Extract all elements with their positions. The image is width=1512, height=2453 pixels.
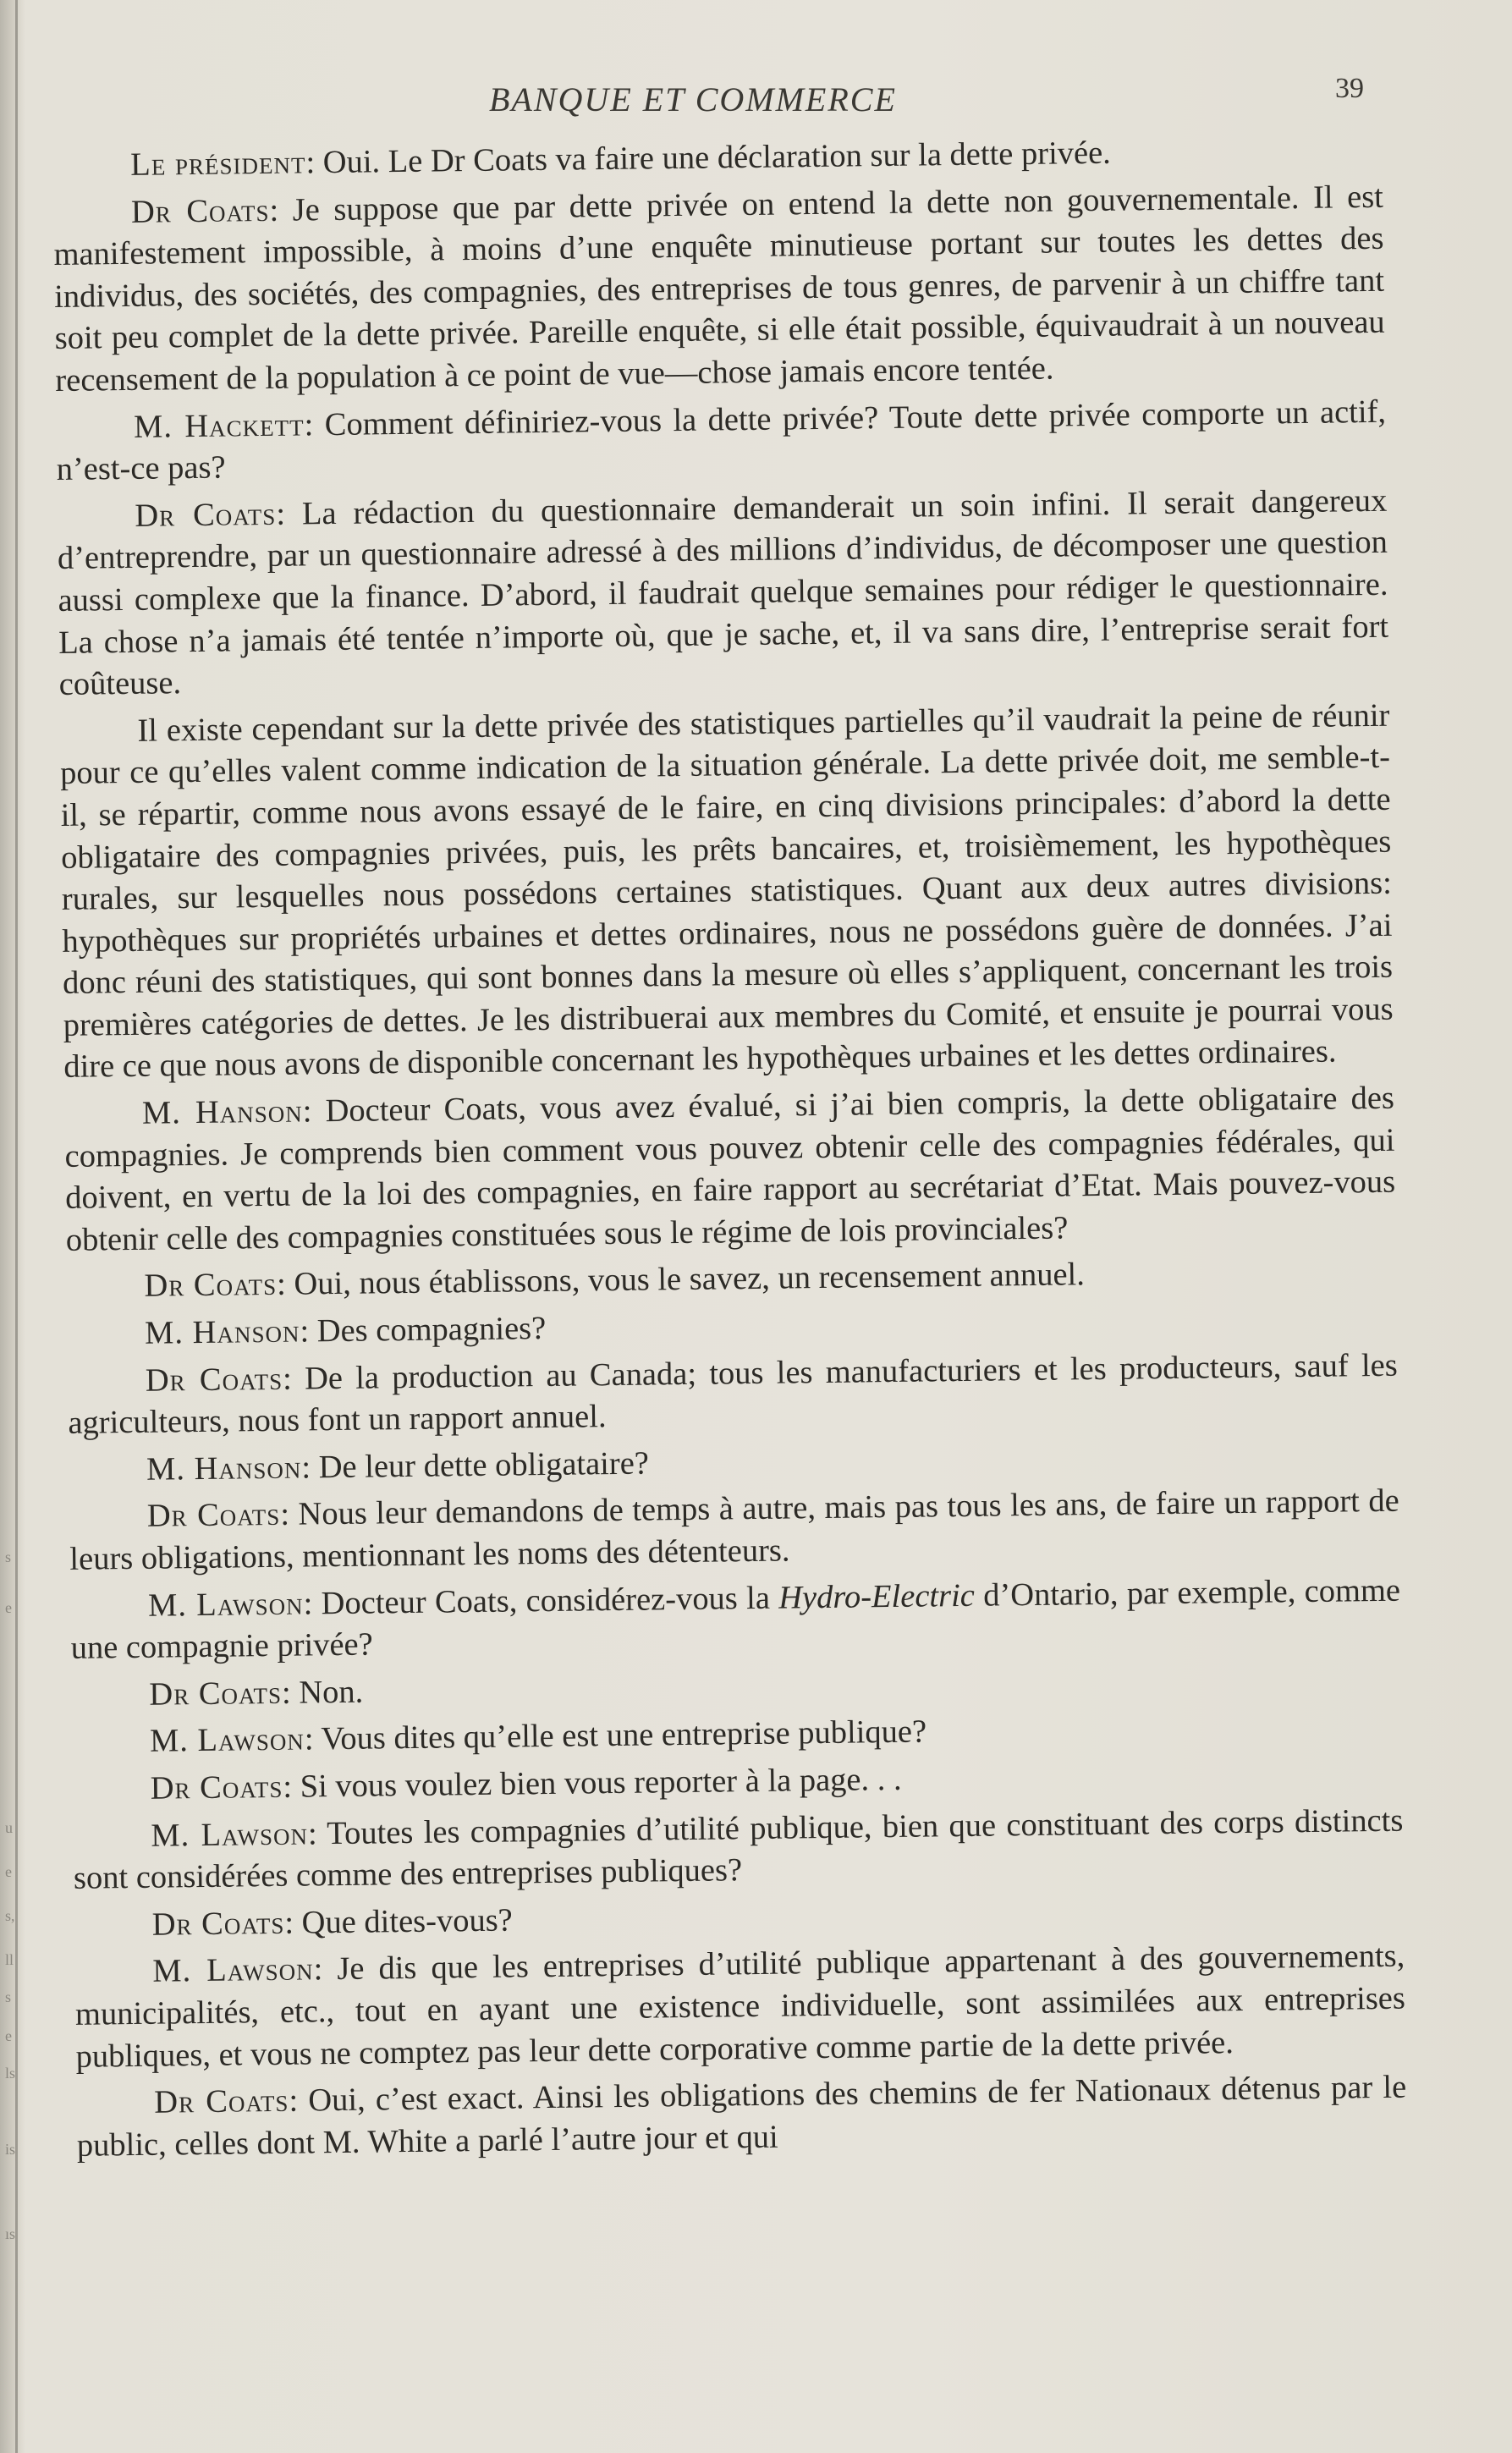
paragraph — [68, 1345, 1399, 1444]
paragraph-text: : De la production au Canada; tous les manufacturiers et les producteurs, sauf les agriculteurs, nous font un rapport annuel. — [68, 1347, 1398, 1442]
paragraph-text: Il existe cependant sur la dette privée des statistiques partielles qu’il vaudrait la peine de réunir pour ce qu’elles valent comme indication de la situation générale. La dette privée doit, me semble-t-il, se répartir, comme nous avons essayé de le faire, en cinq divisions principales: d’abord la dette obligataire des compagnies privées, puis, les prêts bancaires, et, troisièmement, les hypothèques rurales, sur lesquelles nous possédons certaines statistiques. Quant aux deux autres divisions: hypothèques sur propriétés urbaines et dettes ordinaires, nous ne possédons guère de données. J’ai donc réuni des statistiques, qui sont bonnes dans la mesure où elles s’appliquent, concernant les trois premières catégories de dettes. Je les distribuerai aux membres du Comité, et ensuite je pourrai vous dire ce que nous avons de disponible concernant les hypothèques urbaines et les dettes ordinaires. — [59, 697, 1394, 1086]
margin-mark: e — [5, 2027, 12, 2044]
paragraph-text: : Comment définiriez-vous la dette privée? Toute dette privée comporte un actif, n’est-ce pas? — [56, 393, 1387, 488]
speaker-name: Dr Coats — [151, 1905, 285, 1943]
paragraph — [76, 2067, 1407, 2167]
paragraph-text: d’Ontario, par exemple, comme une compagnie privée? — [70, 1572, 1401, 1667]
paragraph-text: : Oui. Le Dr Coats va faire une déclaration sur la dette privée. — [305, 135, 1112, 181]
margin-mark: ıs — [5, 2225, 16, 2242]
speaker-name: M. Hanson — [146, 1449, 302, 1488]
speaker-name: Dr Coats — [154, 2082, 289, 2120]
speaker-name: M. Hackett — [133, 406, 305, 445]
paragraph-text: : De leur dette obligataire? — [301, 1445, 650, 1486]
paragraph-text: : Si vous voulez bien vous reporter à la page. . . — [283, 1761, 902, 1805]
speaker-name: Dr Coats — [149, 1675, 283, 1713]
paragraph-text: : Vous dites qu’elle est une entreprise publique? — [304, 1713, 927, 1757]
italic-term: Hydro-Electric — [778, 1577, 976, 1616]
paragraph-text-before: : Docteur Coats, considérez-vous la — [303, 1580, 779, 1622]
speaker-name: Dr Coats — [130, 192, 270, 230]
speaker-name: Dr Coats — [146, 1497, 281, 1535]
margin-mark: is — [5, 2141, 16, 2158]
paragraph-text: : Non. — [281, 1674, 364, 1711]
margin-mark: ls — [5, 2065, 16, 2082]
margin-mark: s — [5, 1988, 12, 2005]
paragraph — [59, 695, 1394, 1089]
paragraph — [53, 176, 1386, 402]
paragraph-text: : La rédaction du questionnaire demanderait un soin infini. Il serait dangereux d’entreprendre, par un questionnaire adressé à des millions d’individus, de décomposer une question aussi complexe que la finance. D’abord, il faudrait quelque semaines pour rédiger le questionnaire. La chose n’a jamais été tentée n’importe où, que je sache, et, il va sans dire, l’entreprise serait fort coûteuse. — [57, 482, 1389, 703]
paragraph — [73, 1800, 1404, 1900]
paragraph-text: : Docteur Coats, vous avez évalué, si j’ai bien compris, la dette obligataire des compagnies. Je comprends bien comment vous pouvez obtenir celle des compagnies fédérales, qui doivent, en vertu de la loi des compagnies, en faire rapport au secrétariat d’Etat. Mais pouvez-vous obtenir celle des compagnies constituées sous le régime de lois provinciales? — [64, 1080, 1396, 1258]
paragraph — [74, 1936, 1406, 2078]
margin-mark: s — [5, 1548, 12, 1565]
paragraph-text: : Que dites-vous? — [284, 1902, 514, 1941]
margin-mark: e — [5, 1599, 12, 1616]
paragraph — [64, 1078, 1396, 1262]
paragraph — [70, 1570, 1401, 1669]
speaker-name: Dr Coats — [145, 1361, 283, 1399]
paragraph — [69, 1481, 1400, 1581]
paragraph-text: : Oui, c’est exact. Ainsi les obligations des chemins de fer Nationaux détenus par le public, celles dont M. White a parlé l’autre jour et qui — [76, 2069, 1407, 2164]
paragraph-text: : Oui, nous établissons, vous le savez, un recensement annuel. — [276, 1257, 1086, 1303]
running-title: BANQUE ET COMMERCE — [489, 80, 897, 118]
speaker-name: M. Lawson — [152, 1951, 314, 1990]
speaker-name: Dr Coats — [135, 496, 277, 534]
speaker-name: M. Lawson — [147, 1586, 304, 1624]
speaker-name: M. Hanson — [144, 1313, 300, 1351]
paragraph-text: : Toutes les compagnies d’utilité publique, bien que constituant des corps distincts sont considérées comme des entreprises publiques? — [73, 1802, 1404, 1897]
paragraph-text: : Je suppose que par dette privée on entend la dette non gouvernementale. Il est manifestement impossible, à moins d’une enquête minutieuse portant sur toutes les dettes des individus, des sociétés, des compagnies, des entreprises de tous genres, de parvenir à un chiffre tant soit peu complet de la dette privée. Pareille enquête, si elle était possible, équivaudrait à un nouveau recensement de la population à ce point de vue—chose jamais encore tentée. — [53, 179, 1385, 399]
speaker-name: Dr Coats — [144, 1267, 278, 1305]
paragraph-text: : Nous leur demandons de temps à autre, mais pas tous les ans, de faire un rapport de leurs obligations, mentionnant les noms des détenteurs. — [69, 1483, 1399, 1577]
speaker-name: M. Hanson — [141, 1093, 304, 1131]
speaker-name: M. Lawson — [149, 1721, 305, 1760]
transcript-body — [52, 129, 1407, 2172]
speaker-name: Dr Coats — [150, 1768, 283, 1807]
speaker-name: Le président — [130, 145, 306, 183]
paragraph-text: : Je dis que les entreprises d’utilité publique appartenant à des gouvernements, municipalités, etc., tout en ayant une existence individuelle, sont assimilées aux entreprises publiques, et vous ne comptez pas leur dette corporative comme partie de la dette privée. — [74, 1938, 1406, 2075]
paragraph-text: : Des compagnies? — [300, 1311, 547, 1350]
margin-mark: ll — [5, 1951, 14, 1968]
page-header — [0, 68, 1512, 135]
margin-mark: e — [5, 1863, 12, 1880]
page-number: 39 — [1335, 73, 1364, 104]
paragraph — [56, 391, 1387, 491]
paragraph — [57, 481, 1389, 707]
margin-mark: s, — [5, 1907, 15, 1924]
margin-mark: u — [5, 1819, 13, 1836]
left-margin-bleed — [0, 1548, 25, 2310]
speaker-name: M. Lawson — [151, 1816, 309, 1854]
